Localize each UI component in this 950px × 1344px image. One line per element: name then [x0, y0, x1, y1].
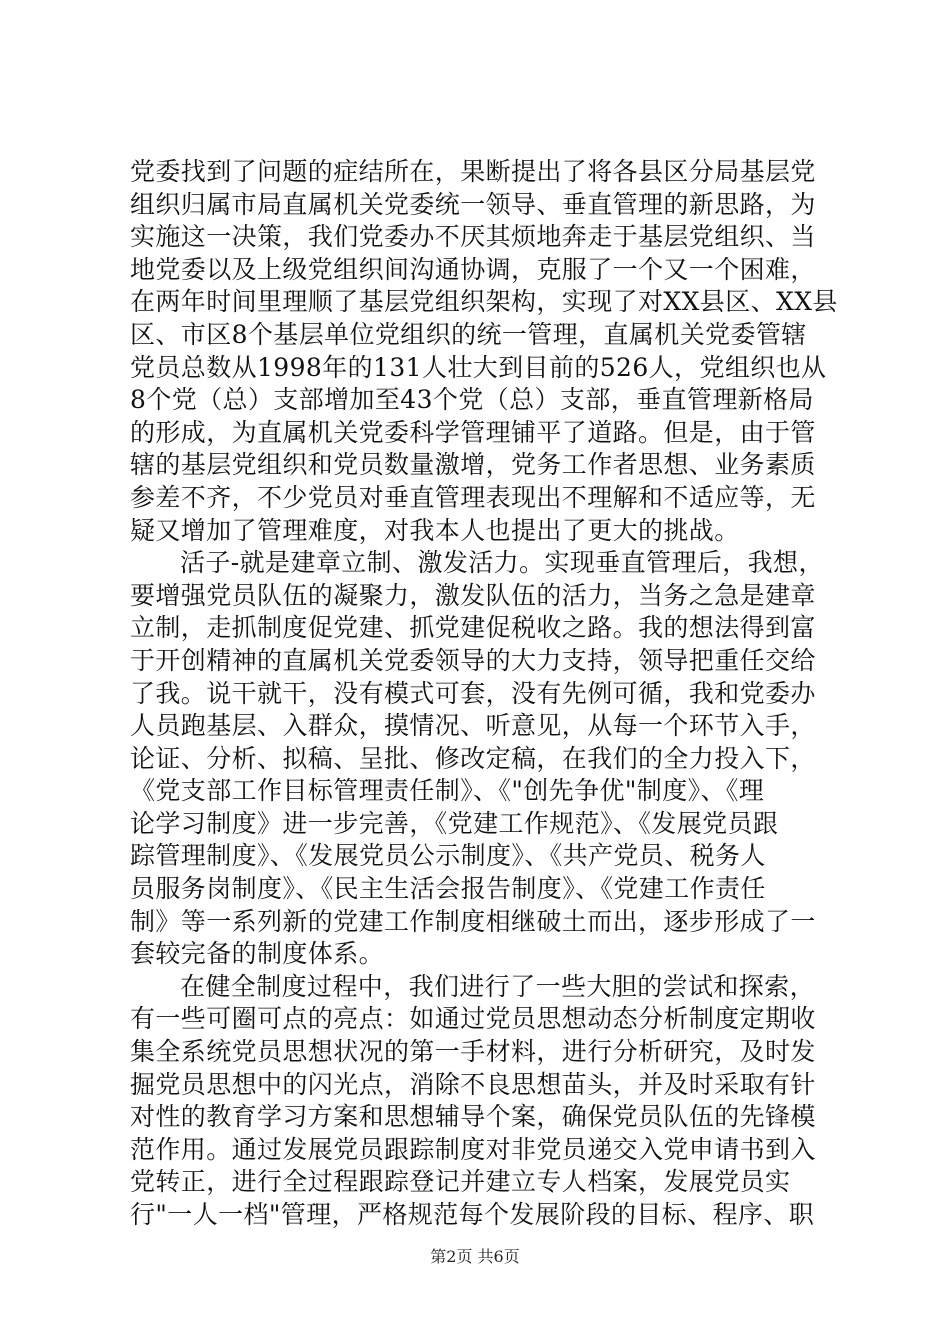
- text-line: 疑又增加了管理难度，对我本人也提出了更大的挑战。: [130, 515, 740, 545]
- text-line: 范作用。通过发展党员跟踪制度对非党员递交入党申请书到入: [130, 1134, 816, 1164]
- text-line: 人员跑基层、入群众，摸情况、听意见，从每一个环节入手，: [130, 711, 816, 741]
- page-number-footer: 第2页 共6页: [430, 1247, 520, 1266]
- text-line: 了我。说干就干，没有模式可套，没有先例可循，我和党委办: [130, 678, 816, 708]
- text-line: 辖的基层党组织和党员数量激增，党务工作者思想、业务素质: [130, 450, 816, 480]
- body-text: [130, 156, 838, 1232]
- text-line: 的形成，为直属机关党委科学管理铺平了道路。但是，由于管: [130, 417, 816, 447]
- text-line: 在两年时间里理顺了基层党组织架构，实现了对XX县区、XX县: [130, 287, 838, 317]
- text-line: 论证、分析、拟稿、呈批、修改定稿，在我们的全力投入下，: [130, 743, 816, 773]
- paragraph-start-line: 在健全制度过程中，我们进行了一些大胆的尝试和探索，: [180, 971, 816, 1001]
- text-line: 区、市区8个基层单位党组织的统一管理，直属机关党委管辖: [130, 319, 807, 349]
- text-line: 地党委以及上级党组织间沟通协调，克服了一个又一个困难，: [130, 254, 816, 284]
- text-line: 参差不齐，不少党员对垂直管理表现出不理解和不适应等，无: [130, 482, 816, 512]
- text-line: 有一些可圈可点的亮点：如通过党员思想动态分析制度定期收: [130, 1004, 816, 1034]
- text-line: 行"一人一档"管理，严格规范每个发展阶段的目标、程序、职: [130, 1200, 815, 1229]
- text-line: 论学习制度》进一步完善，《党建工作规范》、《发展党员跟: [130, 808, 779, 838]
- text-line: 实施这一决策，我们党委办不厌其烦地奔走于基层党组织、当: [130, 222, 816, 252]
- text-line: 立制，走抓制度促党建、抓党建促税收之路。我的想法得到富: [130, 613, 816, 643]
- text-line: 党转正，进行全过程跟踪登记并建立专人档案，发展党员实: [130, 1167, 791, 1197]
- text-line: 于开创精神的直属机关党委领导的大力支持，领导把重任交给: [130, 645, 816, 675]
- text-line: 组织归属市局直属机关党委统一领导、垂直管理的新思路，为: [130, 189, 816, 219]
- text-line: 制》等一系列新的党建工作制度相继破土而出，逐步形成了一: [130, 906, 816, 936]
- text-line: 踪管理制度》、《发展党员公示制度》、《共产党员、税务人: [130, 841, 766, 871]
- text-line: 掘党员思想中的闪光点，消除不良思想苗头，并及时采取有针: [130, 1069, 816, 1099]
- paragraph-start-line: 活子-就是建章立制、激发活力。实现垂直管理后，我想，: [180, 548, 824, 578]
- text-line: 要增强党员队伍的凝聚力，激发队伍的活力，当务之急是建章: [130, 580, 816, 610]
- text-line: 集全系统党员思想状况的第一手材料，进行分析研究，及时发: [130, 1037, 816, 1067]
- text-line: 党员总数从1998年的131人壮大到目前的526人，党组织也从: [130, 352, 827, 382]
- text-line: 党委找到了问题的症结所在，果断提出了将各县区分局基层党: [130, 157, 816, 186]
- text-line: 对性的教育学习方案和思想辅导个案，确保党员队伍的先锋模: [130, 1102, 816, 1132]
- text-line: 套较完备的制度体系。: [130, 939, 385, 969]
- text-line: 8个党（总）支部增加至43个党（总）支部，垂直管理新格局: [130, 385, 814, 415]
- text-line: 《党支部工作目标管理责任制》、《"创先争优"制度》、《理: [130, 776, 765, 806]
- text-line: 员服务岗制度》、《民主生活会报告制度》、《党建工作责任: [130, 874, 766, 904]
